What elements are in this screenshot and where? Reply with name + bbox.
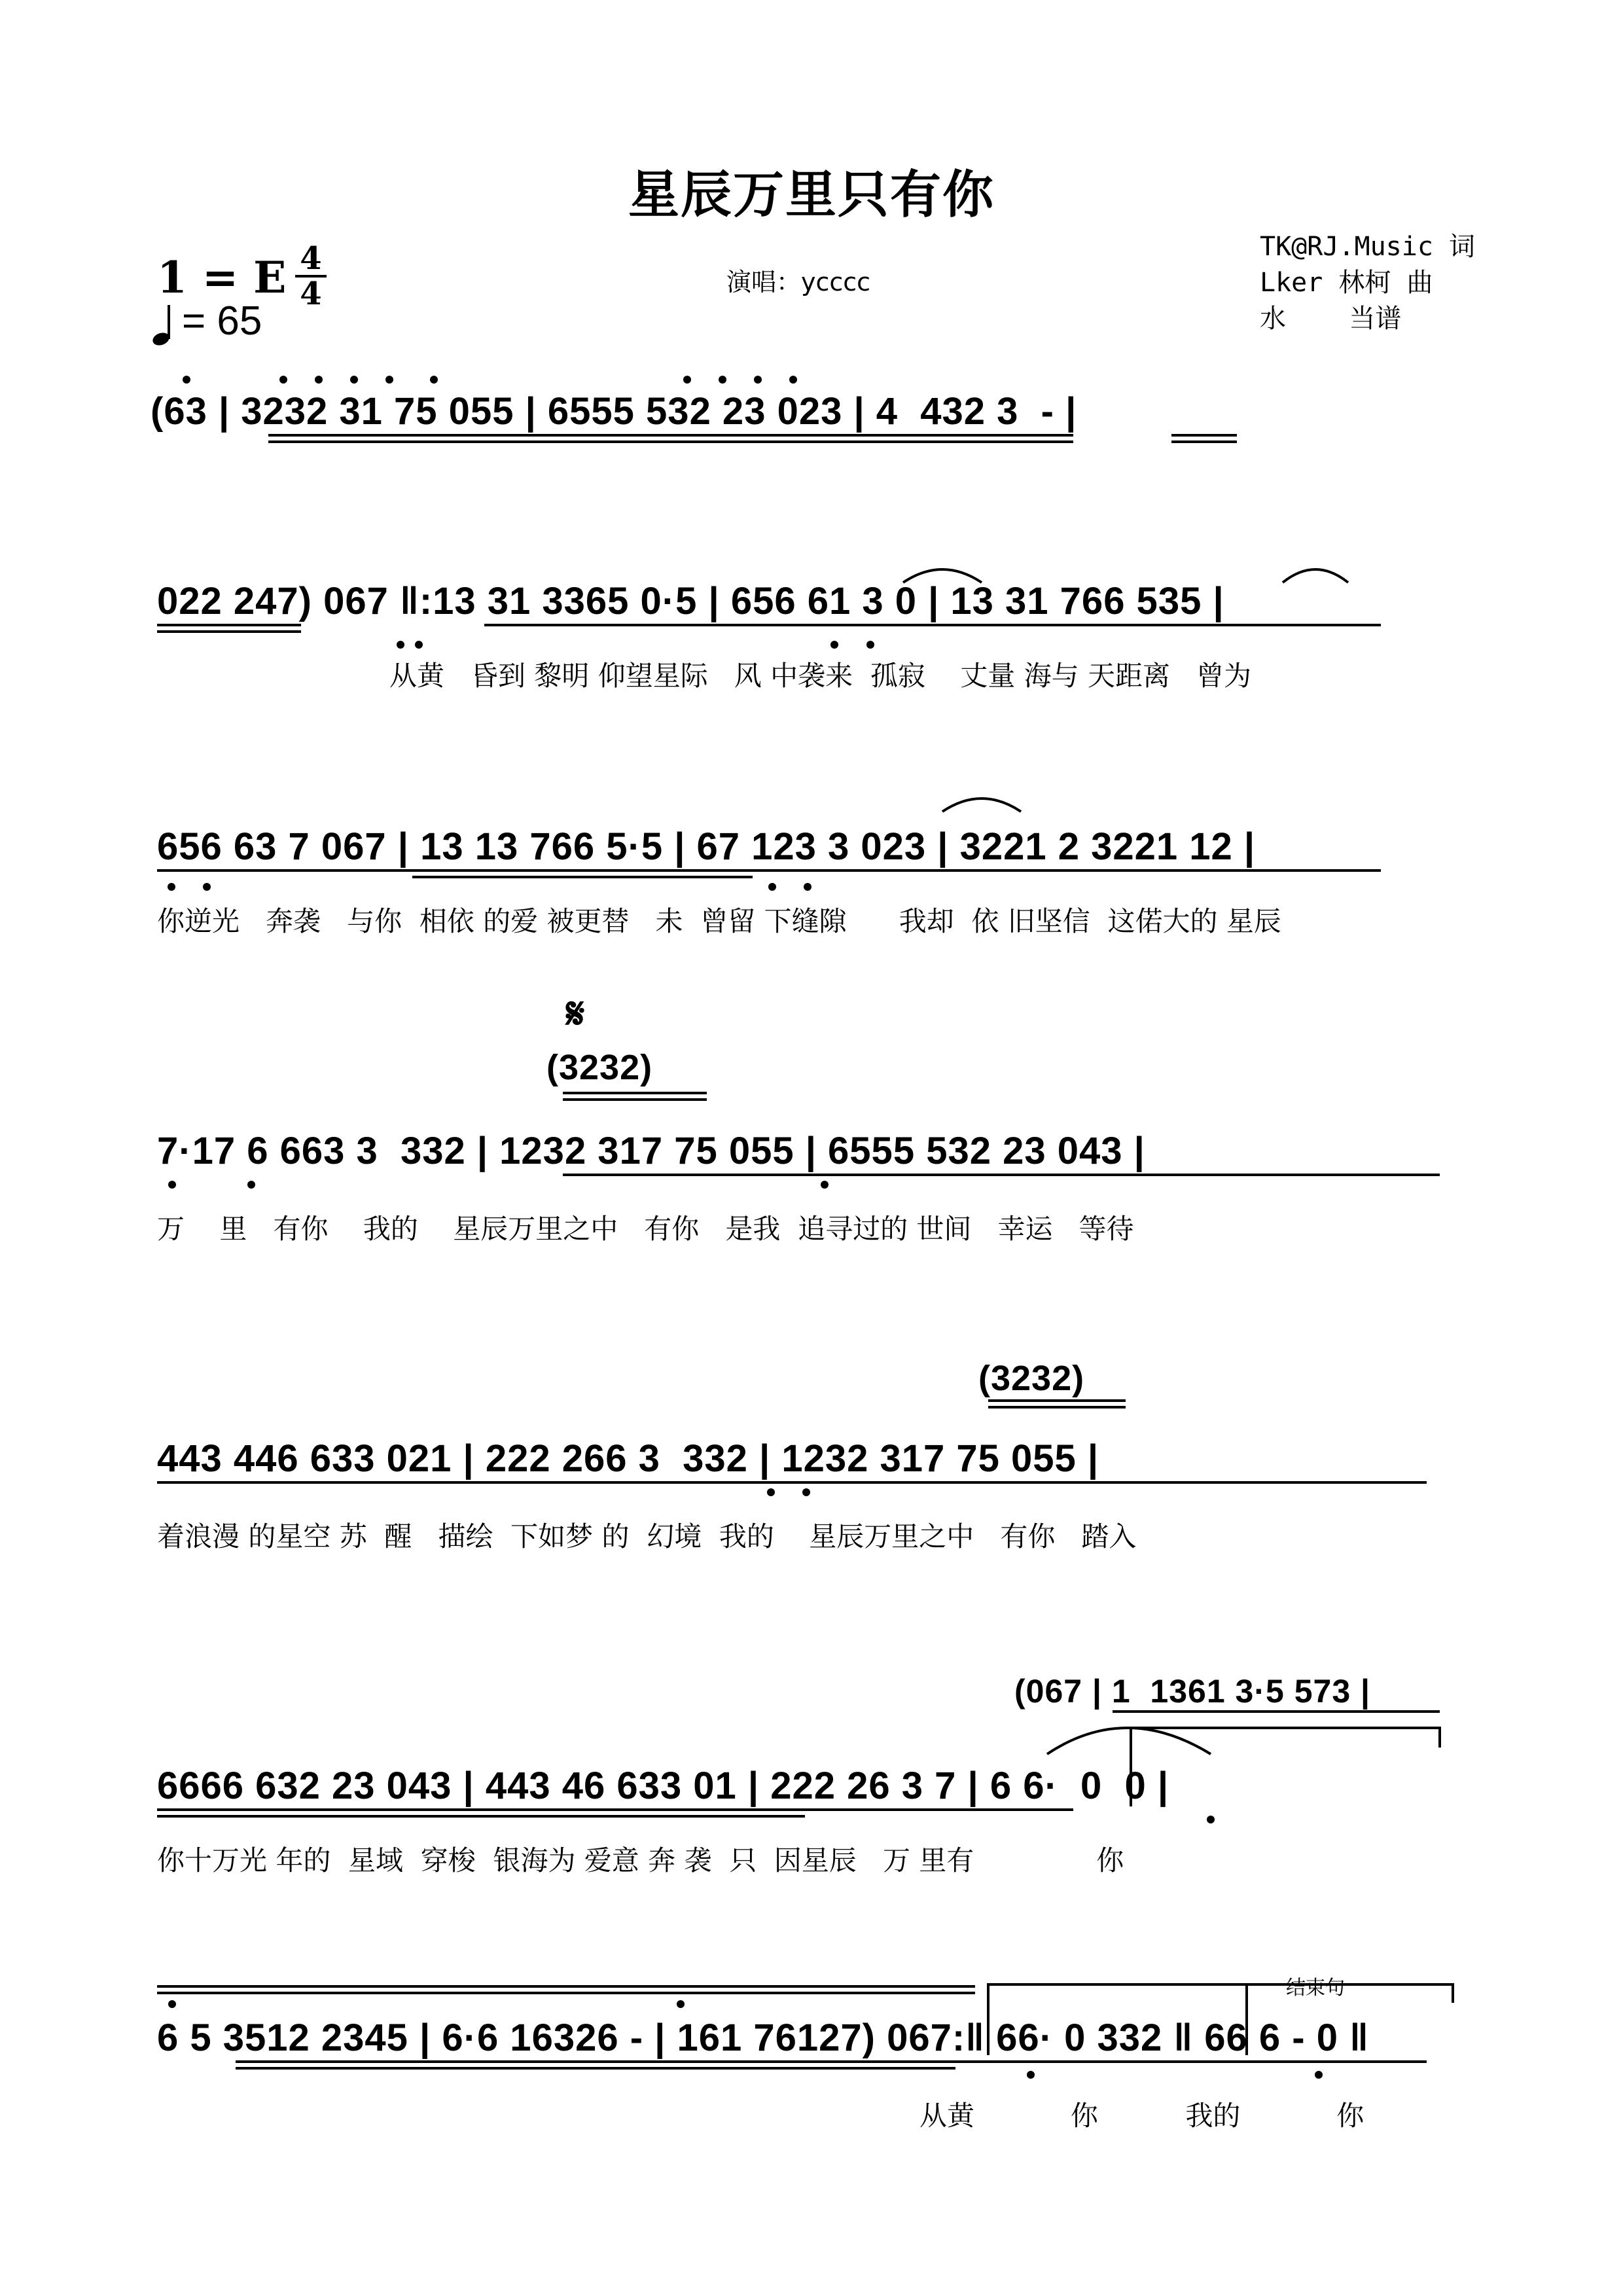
composer-credit: Lker 林柯 曲	[1260, 268, 1433, 298]
system-4-notes: 7·17 6 663 3 332 | 1232 317 75 055 | 6555 532 23 043 |	[157, 1130, 1145, 1172]
time-signature-top: 4	[300, 240, 322, 277]
segno-sign: 𝄋	[566, 988, 585, 1039]
tempo-marking: = 65	[182, 298, 262, 344]
system-3-lyrics: 你逆光 奔袭 与你 相依 的爱 被更替 未 曾留 下缝隙 我却 依 旧坚信 这偌大的 星辰	[157, 905, 1281, 937]
singer-credit: 演唱：ycccc	[726, 268, 871, 296]
system-5-notes: 443 446 633 021 | 222 266 3 332 | 1232 317 75 055 |	[157, 1437, 1099, 1480]
time-signature-bottom: 4	[300, 276, 322, 312]
system-4-lyrics: 万 里 有你 我的 星辰万里之中 有你 是我 追寻过的 世间 幸运 等待	[157, 1213, 1134, 1245]
transcriber-credit: 水 当谱	[1260, 304, 1402, 334]
system-3-notes: 656 63 7 067 | 13 13 766 5·5 | 67 123 3 023 | 3221 2 3221 12 |	[157, 825, 1256, 868]
system-5-lyrics: 着浪漫 的星空 苏 醒 描绘 下如梦 的 幻境 我的 星辰万里之中 有你 踏入	[157, 1520, 1137, 1552]
system-4-above-notes: (3232)	[546, 1048, 653, 1087]
system-2-lyrics: 从黄 昏到 黎明 仰望星际 风 中袭来 孤寂 丈量 海与 天距离 曾为	[389, 660, 1252, 692]
score-title: 星辰万里只有你	[628, 166, 995, 224]
ending-label: 结束句	[1286, 1977, 1345, 2000]
system-6-above-notes: (067 | 1 1361 3·5 573 |	[1014, 1673, 1371, 1710]
key-signature: 1 = E	[157, 252, 287, 303]
lyricist-credit: TK@RJ.Music 词	[1260, 232, 1475, 262]
system-2-notes: 022 247) 067 ‖:13 31 3365 0·5 | 656 61 3 0 | 13 31 766 535 |	[157, 580, 1224, 622]
system-6-lyrics: 你十万光 年的 星域 穿梭 银海为 爱意 奔 袭 只 因星辰 万 里有 你	[157, 1844, 1124, 1876]
system-1-notes: (63 | 3232 31 75 055 | 6555 532 23 023 | 4 432 3 - |	[151, 390, 1077, 433]
system-5-above-notes: (3232)	[978, 1359, 1085, 1398]
system-7-notes: 6 5 3512 2345 | 6·6 16326 - | 161 76127) 067:‖ 66· 0 332 ‖ 66 6 - 0 ‖	[157, 2017, 1369, 2059]
system-7-lyrics: 从黄 你 我的 你	[919, 2100, 1364, 2132]
system-6-notes: 6666 632 23 043 | 443 46 633 01 | 222 26 3 7 | 6 6· 0 0 |	[157, 1765, 1169, 1807]
